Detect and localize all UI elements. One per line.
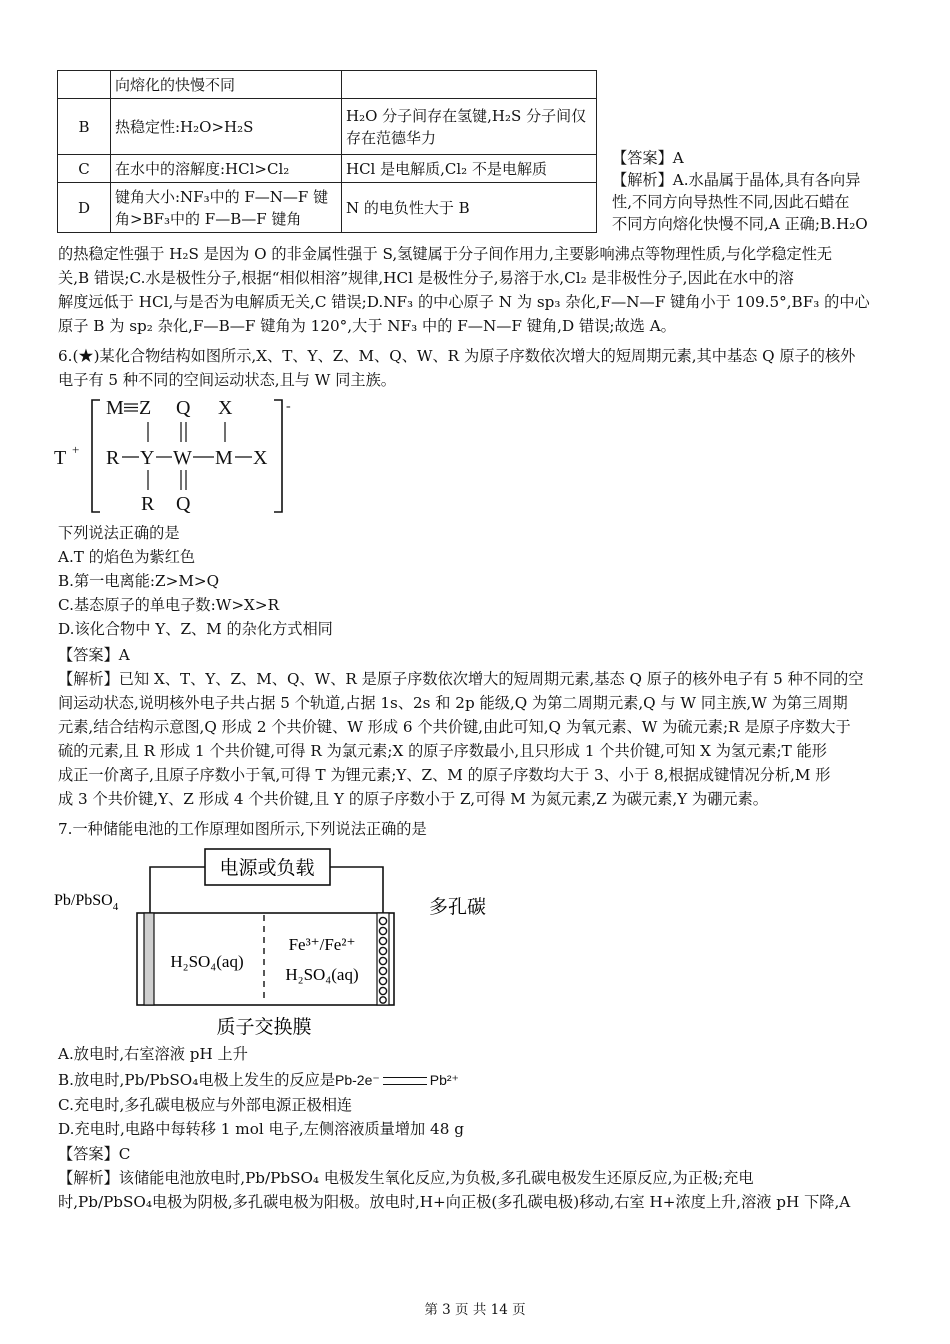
atom-R-bottom: R	[141, 493, 155, 515]
table-cell-reason: N 的电负性大于 B	[342, 183, 597, 233]
left-solution-label: H₂SO₄(aq)	[170, 952, 244, 971]
atom-M: M	[106, 397, 124, 419]
table-cell-reason: HCl 是电解质,Cl₂ 不是电解质	[342, 155, 597, 183]
q6-stem-line: 电子有 5 种不同的空间运动状态,且与 W 同主族。	[58, 371, 396, 389]
table-cell-key: D	[58, 183, 111, 233]
equation-left: Pb-2e⁻	[335, 1072, 380, 1088]
table-cell-claim: 向熔化的快慢不同	[111, 71, 342, 99]
q7-option-d: D.充电时,电路中每转移 1 mol 电子,左侧溶液质量增加 48 g	[58, 1120, 464, 1138]
load-label: 电源或负载	[219, 858, 315, 879]
atom-W: W	[173, 447, 192, 469]
table-row	[58, 99, 597, 155]
q6-option-b: B.第一电离能:Z>M>Q	[58, 572, 220, 590]
atom-Y: Y	[140, 447, 155, 469]
lead-electrode	[144, 913, 154, 1005]
q7-analysis-line: 【解析】该储能电池放电时,Pb/PbSO₄ 电极发生氧化反应,为负极,多孔碳电极发生还原反应,为正极;充电	[58, 1169, 754, 1187]
right-electrode-label: 多孔碳	[429, 897, 487, 918]
q6-option-c: C.基态原子的单电子数:W>X>R	[58, 596, 280, 614]
q6-stem-line: 6.(★)某化合物结构如图所示,X、T、Y、Z、M、Q、W、R 为原子序数依次增大的短周期元素,其中基态 Q 原子的核外	[58, 347, 856, 365]
q5-analysis-line: 关,B 错误;C.水是极性分子,根据“相似相溶”规律,HCl 是极性分子,易溶于水,Cl₂ 是非极性分子,因此在水中的溶	[58, 269, 794, 287]
q6-analysis-line: 硫的元素,且 R 形成 1 个共价键,可得 R 为氯元素;X 的原子序数最小,且只形成 1 个共价键,可知 X 为氢元素;T 能形	[58, 742, 827, 760]
anion-charge: -	[286, 399, 291, 414]
q6-analysis-line: 【解析】已知 X、T、Y、Z、M、Q、W、R 是原子序数依次增大的短周期元素,基态 Q 原子的核外电子有 5 种不同的空	[58, 670, 864, 688]
q7-answer: 【答案】C	[58, 1145, 131, 1163]
q6-option-d: D.该化合物中 Y、Z、M 的杂化方式相同	[58, 620, 333, 638]
atom-Q-top: Q	[176, 397, 191, 419]
equation-right: Pb²⁺	[429, 1072, 459, 1088]
table-cell-reason	[342, 71, 597, 99]
table-row	[58, 183, 597, 233]
options-table	[57, 70, 597, 233]
table-cell-claim: 热稳定性:H₂O>H₂S	[111, 99, 342, 155]
q6-analysis-line: 成正一价离子,且原子序数小于氧,可得 T 为锂元素;Y、Z、M 的原子序数均大于 3、小于 8,根据成键情况分析,M 形	[58, 766, 831, 784]
atom-X-right: X	[253, 447, 268, 469]
q7-option-b: B.放电时,Pb/PbSO₄电极上发生的反应是	[58, 1071, 336, 1089]
atom-X-top: X	[218, 397, 233, 419]
q5-answer: 【答案】A	[612, 149, 684, 167]
cation-charge: +	[72, 442, 80, 457]
right-solution-ions: Fe³⁺/Fe²⁺	[288, 935, 356, 954]
table-cell-claim: 键角大小:NF₃中的 F—N—F 键角>BF₃中的 F—B—F 键角	[111, 183, 342, 233]
table-cell-claim: 在水中的溶解度:HCl>Cl₂	[111, 155, 342, 183]
q6-prompt: 下列说法正确的是	[58, 524, 180, 542]
q6-answer: 【答案】A	[58, 646, 130, 664]
q7-analysis-line: 时,Pb/PbSO₄电极为阴极,多孔碳电极为阳极。放电时,H+向正极(多孔碳电极)移动,右室 H+浓度上升,溶液 pH 下降,A	[58, 1193, 851, 1211]
table-row	[58, 155, 597, 183]
atom-R-left: R	[106, 447, 120, 469]
table-row	[58, 71, 597, 99]
equation-equals	[383, 1077, 427, 1085]
q5-analysis-line: 不同方向熔化快慢不同,A 正确;B.H₂O	[612, 215, 868, 233]
q7-option-c: C.充电时,多孔碳电极应与外部电源正极相连	[58, 1096, 353, 1114]
q6-option-a: A.T 的焰色为紫红色	[58, 548, 196, 566]
atom-M-mid: M	[215, 447, 233, 469]
table-cell-key: C	[58, 155, 111, 183]
q6-analysis-line: 间运动状态,说明核外电子共占据 5 个轨道,占据 1s、2s 和 2p 能级,Q 为第二周期元素,Q 与 W 同主族,W 为第三周期	[58, 694, 848, 712]
q7-battery-diagram	[52, 843, 502, 1043]
table-cell-key	[58, 71, 111, 99]
q7-option-b-row	[58, 1069, 898, 1091]
right-solution-acid: H₂SO₄(aq)	[285, 965, 359, 984]
table-cell-key: B	[58, 99, 111, 155]
left-electrode-label: Pb/PbSO$_4$	[54, 892, 119, 913]
q7-stem: 7.一种储能电池的工作原理如图所示,下列说法正确的是	[58, 820, 427, 838]
cation-label: T	[54, 447, 67, 469]
q5-analysis-line: 原子 B 为 sp₂ 杂化,F—B—F 键角为 120°,大于 NF₃ 中的 F—N—F 键角,D 错误;故选 A。	[58, 317, 676, 335]
q5-analysis-line: 的热稳定性强于 H₂S 是因为 O 的非金属性强于 S,氢键属于分子间作用力,主要影响沸点等物理性质,与化学稳定性无	[58, 245, 833, 263]
q5-analysis-line: 【解析】A.水晶属于晶体,具有各向异	[612, 171, 861, 189]
membrane-label: 质子交换膜	[216, 1017, 312, 1038]
page-footer: 第 3 页 共 14 页	[424, 1302, 526, 1318]
atom-Z: Z	[139, 397, 152, 419]
q6-analysis-line: 元素,结合结构示意图,Q 形成 2 个共价键、W 形成 6 个共价键,由此可知,Q 为氧元素、W 为硫元素;R 是原子序数大于	[58, 718, 851, 736]
q7-option-b-equation	[335, 1072, 459, 1088]
q6-structure-diagram	[52, 392, 312, 520]
q5-right-column	[612, 147, 902, 235]
q7-option-a: A.放电时,右室溶液 pH 上升	[58, 1045, 248, 1063]
q6-analysis-line: 成 3 个共价键,Y、Z 形成 4 个共价键,且 Y 的原子序数小于 Z,可得 M 为氮元素,Z 为碳元素,Y 为硼元素。	[58, 790, 768, 808]
atom-Q-bottom: Q	[176, 493, 191, 515]
q5-analysis-line: 解度远低于 HCl,与是否为电解质无关,C 错误;D.NF₃ 的中心原子 N 为 sp₃ 杂化,F—N—F 键角小于 109.5°,BF₃ 的中心	[58, 293, 870, 311]
q5-analysis-line: 性,不同方向导热性不同,因此石蜡在	[612, 193, 850, 211]
table-cell-reason: H₂O 分子间存在氢键,H₂S 分子间仅存在范德华力	[342, 99, 597, 155]
